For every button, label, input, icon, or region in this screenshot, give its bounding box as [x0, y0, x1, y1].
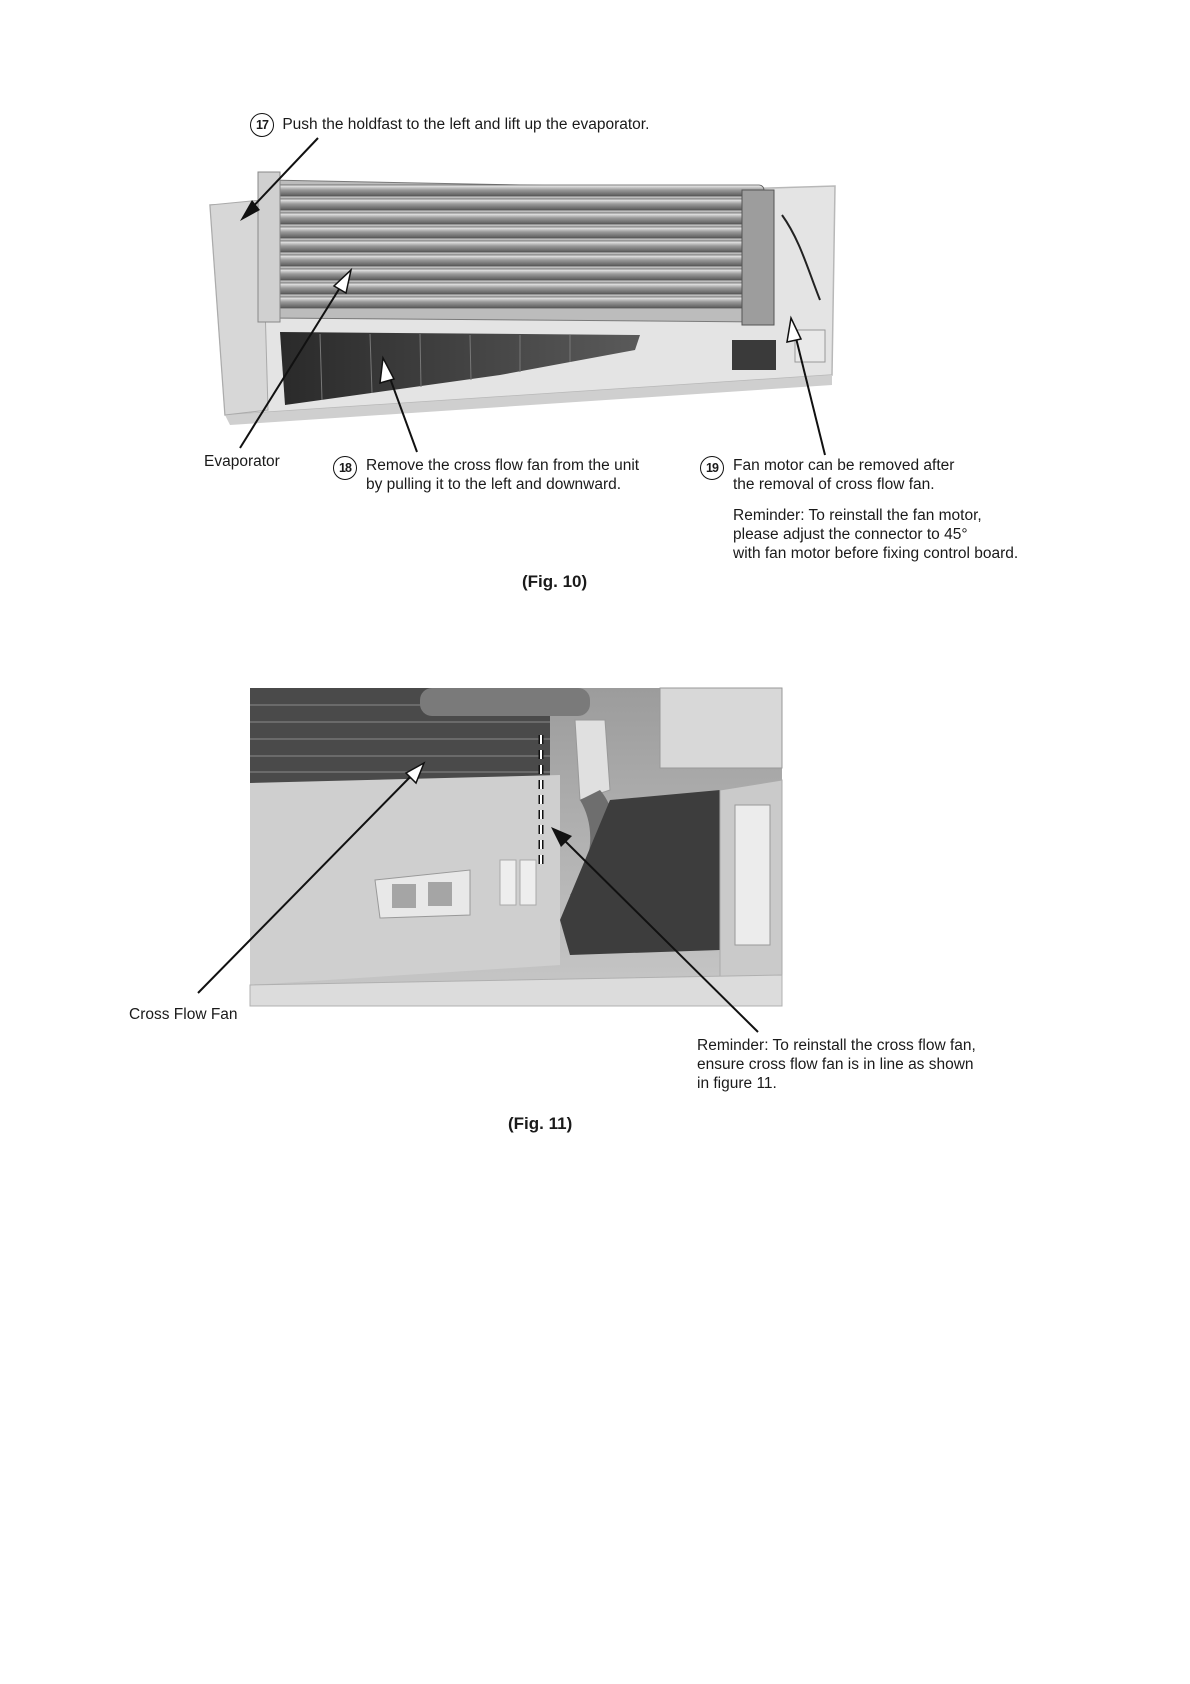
fan-motor-reminder-line2: please adjust the connector to 45°	[733, 526, 968, 543]
step-18-line2: by pulling it to the left and downward.	[366, 476, 622, 493]
fan-motor-reminder-line1: Reminder: To reinstall the fan motor,	[733, 507, 982, 524]
fig-10-caption: (Fig. 10)	[522, 572, 588, 591]
cross-flow-fan-reminder-line1: Reminder: To reinstall the cross flow fan,	[697, 1037, 976, 1054]
step-19-line1: Fan motor can be removed after	[733, 457, 955, 474]
step-18-number: 18	[333, 456, 357, 480]
cross-flow-fan-label: Cross Flow Fan	[129, 1006, 238, 1023]
step-19-line2: the removal of cross flow fan.	[733, 476, 935, 493]
step-17-number: 17	[250, 113, 274, 137]
step-18-line1: Remove the cross flow fan from the unit	[366, 457, 640, 474]
cross-flow-fan-reminder	[697, 1036, 976, 1093]
step-17-text: Push the holdfast to the left and lift up the evaporator.	[282, 116, 650, 134]
cross-flow-fan-reminder-line2: ensure cross flow fan is in line as shown	[697, 1056, 974, 1073]
cross-flow-fan-reminder-line3: in figure 11.	[697, 1075, 777, 1092]
fig-11-caption: (Fig. 11)	[508, 1114, 573, 1133]
fan-motor-reminder-line3: with fan motor before fixing control board.	[733, 545, 1019, 562]
step-19-number: 19	[700, 456, 724, 480]
evaporator-label: Evaporator	[204, 453, 280, 470]
